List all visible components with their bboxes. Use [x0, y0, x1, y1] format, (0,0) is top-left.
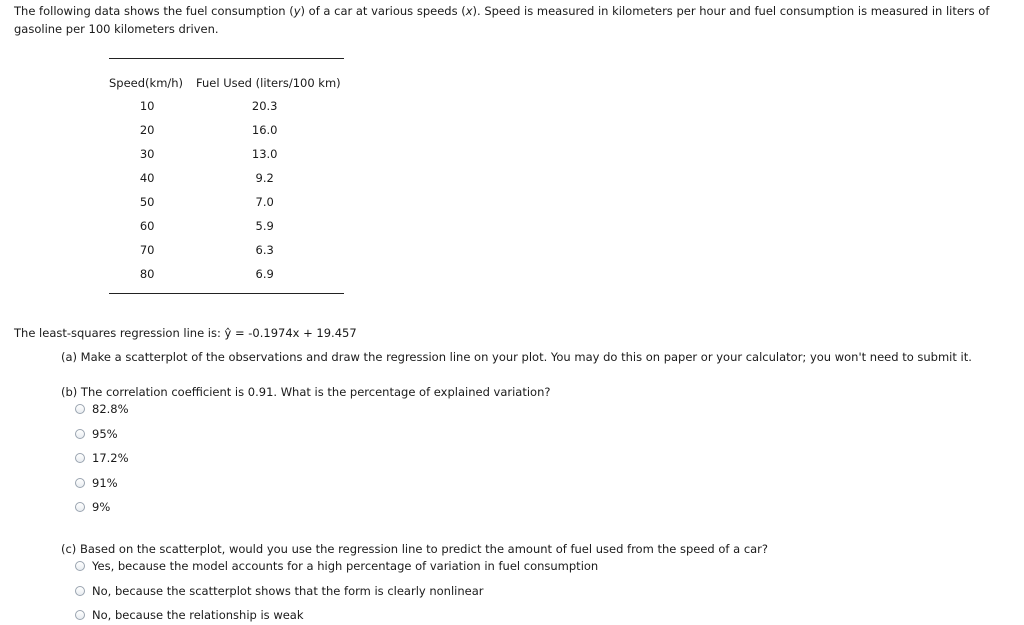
- speed-cell: 20: [139, 123, 155, 137]
- part-b-question: (b) The correlation coefficient is 0.91. What is the percentage of explained variation?: [61, 385, 551, 399]
- part-a-text: (a) Make a scatterplot of the observations and draw the regression line on your plot. You may do this on paper or your calculator; you won't need to submit it.: [61, 350, 972, 364]
- part-b-option-2[interactable]: [75, 426, 118, 442]
- table-row: [109, 214, 344, 238]
- speed-cell: 30: [139, 147, 155, 161]
- table-row: [109, 262, 344, 286]
- part-c-option-3[interactable]: [75, 607, 304, 623]
- option-label: No, because the relationship is weak: [92, 608, 304, 622]
- table-header: [109, 74, 344, 92]
- speed-cell: 60: [139, 219, 155, 233]
- part-c-option-2[interactable]: [75, 583, 484, 599]
- part-c-option-1[interactable]: [75, 558, 598, 574]
- intro-var-y: y: [293, 4, 301, 18]
- speed-cell: 10: [139, 99, 155, 113]
- table-bottom-rule: [109, 293, 344, 294]
- option-label: 82.8%: [92, 402, 129, 416]
- header-speed: Speed(km/h): [109, 76, 184, 90]
- part-b-option-4[interactable]: [75, 475, 118, 491]
- fuel-cell: 5.9: [255, 219, 274, 233]
- problem-intro: [14, 2, 1009, 38]
- header-fuel: Fuel Used (liters/100 km): [196, 76, 341, 90]
- fuel-cell: 20.3: [251, 99, 278, 113]
- table-row: [109, 238, 344, 262]
- part-b-option-5[interactable]: [75, 499, 110, 515]
- speed-cell: 50: [139, 195, 155, 209]
- option-label: 9%: [92, 500, 111, 514]
- intro-text-3: ). Speed is measured in kilometers per hour and fuel consumption is measured in liters of gasoline per 100 kilometers driven.: [14, 4, 990, 36]
- fuel-cell: 9.2: [255, 171, 274, 185]
- part-b-option-1[interactable]: [75, 401, 129, 417]
- option-label: No, because the scatterplot shows that the form is clearly nonlinear: [92, 584, 484, 598]
- radio-button[interactable]: [75, 453, 85, 463]
- table-row: [109, 166, 344, 190]
- fuel-cell: 13.0: [251, 147, 278, 161]
- radio-button[interactable]: [75, 404, 85, 414]
- table-body: [109, 94, 344, 286]
- intro-text-2: ) of a car at various speeds (: [300, 4, 466, 18]
- fuel-cell: 6.3: [255, 243, 274, 257]
- radio-button[interactable]: [75, 502, 85, 512]
- part-b-option-3[interactable]: [75, 450, 129, 466]
- fuel-cell: 16.0: [251, 123, 278, 137]
- fuel-cell: 7.0: [255, 195, 274, 209]
- option-label: 95%: [92, 427, 118, 441]
- speed-cell: 40: [139, 171, 155, 185]
- table-row: [109, 118, 344, 142]
- table-top-rule: [109, 58, 344, 59]
- radio-button[interactable]: [75, 586, 85, 596]
- speed-cell: 70: [139, 243, 155, 257]
- option-label: Yes, because the model accounts for a high percentage of variation in fuel consumption: [92, 559, 599, 573]
- data-table: [109, 58, 344, 286]
- radio-button[interactable]: [75, 561, 85, 571]
- regression-label: The least-squares regression line is:: [14, 326, 221, 340]
- speed-cell: 80: [139, 267, 155, 281]
- option-label: 17.2%: [92, 451, 129, 465]
- regression-line-statement: [14, 325, 357, 341]
- radio-button[interactable]: [75, 610, 85, 620]
- option-label: 91%: [92, 476, 118, 490]
- regression-equation: ŷ = -0.1974x + 19.457: [224, 326, 357, 340]
- radio-button[interactable]: [75, 478, 85, 488]
- radio-button[interactable]: [75, 429, 85, 439]
- intro-text-1: The following data shows the fuel consumption (: [14, 4, 294, 18]
- intro-var-x: x: [465, 4, 473, 18]
- table-row: [109, 94, 344, 118]
- part-c-question: (c) Based on the scatterplot, would you use the regression line to predict the amount of fuel used from the speed of a car?: [61, 542, 769, 556]
- fuel-cell: 6.9: [255, 267, 274, 281]
- table-row: [109, 190, 344, 214]
- table-row: [109, 142, 344, 166]
